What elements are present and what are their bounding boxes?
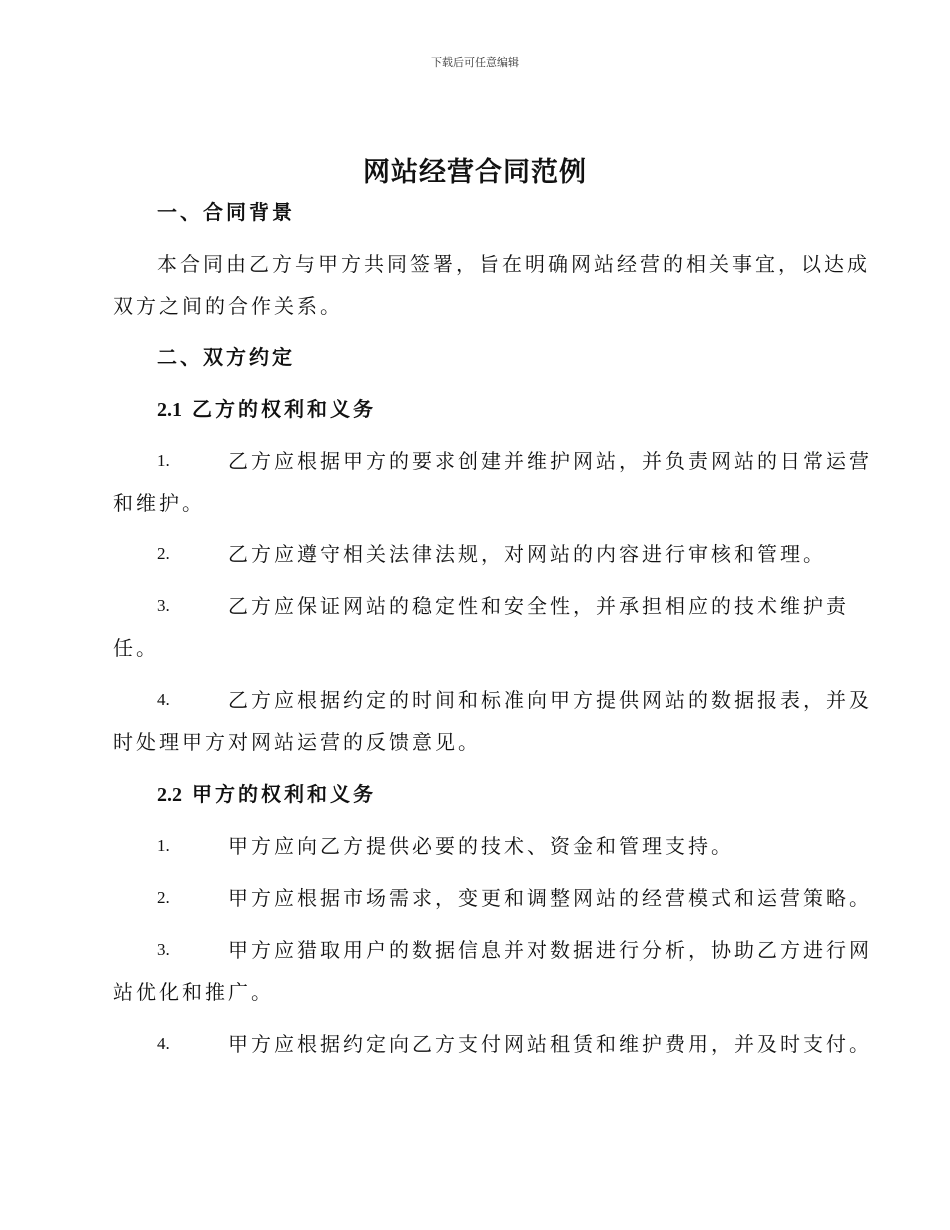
list-item-text: 任。 (113, 636, 159, 660)
document-title: 网站经营合同范例 (363, 157, 587, 188)
list-item-number: 2. (157, 888, 170, 907)
section-heading-background: 一、合同背景 (157, 200, 295, 224)
subsection-title: 甲方的权利和义务 (191, 782, 376, 806)
list-item-text: 甲方应根据市场需求，变更和调整网站的经营模式和运营策略。 (228, 886, 872, 910)
paragraph-line: 双方之间的合作关系。 (113, 294, 343, 318)
list-item-text: 乙方应根据约定的时间和标准向甲方提供网站的数据报表，并及 (228, 688, 872, 712)
list-item-text: 甲方应向乙方提供必要的技术、资金和管理支持。 (228, 834, 734, 858)
list-item-text: 乙方应保证网站的稳定性和安全性，并承担相应的技术维护责 (228, 594, 849, 618)
subsection-number: 2.1 (157, 399, 182, 421)
list-item-text: 甲方应根据约定向乙方支付网站租赁和维护费用，并及时支付。 (228, 1032, 872, 1056)
list-item-number: 4. (157, 1034, 170, 1053)
subsection-title: 乙方的权利和义务 (191, 397, 376, 421)
paragraph-line: 本合同由乙方与甲方共同签署，旨在明确网站经营的相关事宜，以达成 (157, 252, 870, 276)
section-heading-agreement: 二、双方约定 (157, 345, 295, 369)
list-item-number: 1. (157, 836, 170, 855)
list-item-number: 4. (157, 690, 170, 709)
list-item-text: 和维护。 (113, 491, 205, 515)
list-item-text: 时处理甲方对网站运营的反馈意见。 (113, 730, 481, 754)
list-item-number: 3. (157, 596, 170, 615)
subsection-heading-party-b (157, 395, 376, 424)
list-item-number: 2. (157, 544, 170, 563)
subsection-number: 2.2 (157, 784, 182, 806)
list-item-text: 乙方应遵守相关法律法规，对网站的内容进行审核和管理。 (228, 542, 826, 566)
list-item-number: 1. (157, 451, 170, 470)
page-header-note: 下载后可任意编辑 (431, 56, 519, 69)
list-item-text: 站优化和推广。 (113, 980, 274, 1004)
list-item-number: 3. (157, 940, 170, 959)
list-item-text: 甲方应猎取用户的数据信息并对数据进行分析，协助乙方进行网 (228, 938, 872, 962)
list-item-text: 乙方应根据甲方的要求创建并维护网站，并负责网站的日常运营 (228, 449, 872, 473)
subsection-heading-party-a (157, 780, 376, 809)
